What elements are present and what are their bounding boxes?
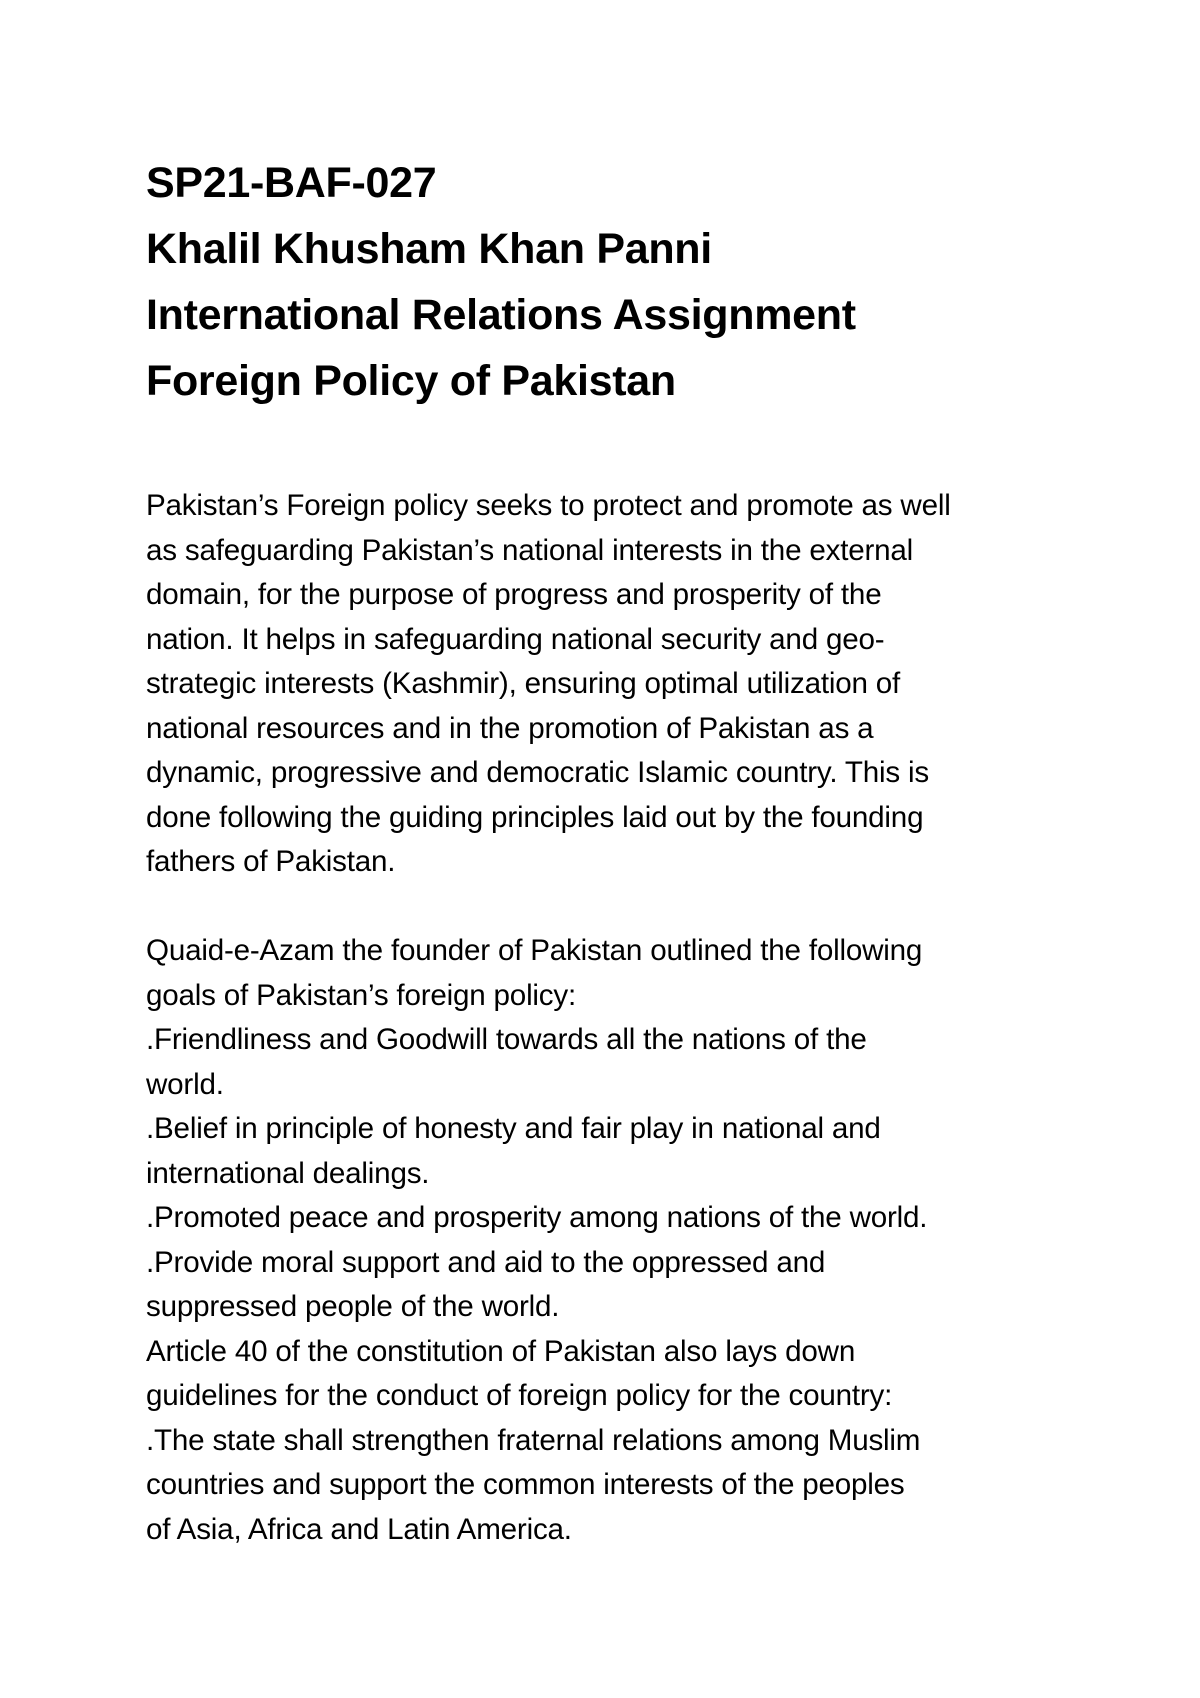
topic-title: Foreign Policy of Pakistan: [146, 357, 676, 405]
text-line: guidelines for the conduct of foreign policy for the country:: [146, 1379, 893, 1412]
student-name: Khalil Khusham Khan Panni: [146, 225, 712, 273]
goal-item-line: international dealings.: [146, 1156, 430, 1190]
course-title: International Relations Assignment: [146, 291, 856, 339]
document-content: [146, 150, 1086, 1552]
article-item-line: .The state shall strengthen fraternal relations among Muslim: [146, 1423, 921, 1457]
title-block: [146, 150, 1086, 414]
body-text: [146, 484, 1086, 1552]
article-item-line: countries and support the common interests of the peoples: [146, 1468, 905, 1501]
text-line: strategic interests (Kashmir), ensuring optimal utilization of: [146, 667, 901, 700]
paragraph-intro: [146, 484, 1086, 885]
student-id: SP21-BAF-027: [146, 159, 437, 207]
text-line: done following the guiding principles laid out by the founding: [146, 800, 924, 834]
article-item-line: of Asia, Africa and Latin America.: [146, 1512, 572, 1546]
text-line: national resources and in the promotion of Pakistan as a: [146, 711, 874, 745]
text-line: as safeguarding Pakistan’s national interests in the external: [146, 533, 914, 567]
text-line: goals of Pakistan’s foreign policy:: [146, 978, 577, 1012]
paragraph-goals: [146, 929, 1086, 1552]
text-line: Quaid-e-Azam the founder of Pakistan outlined the following: [146, 934, 923, 967]
text-line: dynamic, progressive and democratic Islamic country. This is: [146, 756, 929, 789]
paragraph-spacer: [146, 885, 1086, 930]
text-line: domain, for the purpose of progress and prosperity of the: [146, 578, 882, 611]
text-line: Pakistan’s Foreign policy seeks to protect and promote as well: [146, 489, 951, 522]
goal-item-line: world.: [146, 1067, 224, 1101]
goal-item-line: .Promoted peace and prosperity among nations of the world.: [146, 1201, 928, 1234]
goal-item-line: .Belief in principle of honesty and fair play in national and: [146, 1112, 881, 1145]
text-line: Article 40 of the constitution of Pakistan also lays down: [146, 1334, 856, 1368]
goal-item-line: .Friendliness and Goodwill towards all the nations of the: [146, 1023, 867, 1056]
text-line: nation. It helps in safeguarding national security and geo-: [146, 622, 885, 656]
goal-item-line: suppressed people of the world.: [146, 1290, 560, 1323]
goal-item-line: .Provide moral support and aid to the oppressed and: [146, 1245, 826, 1279]
text-line: fathers of Pakistan.: [146, 845, 396, 878]
